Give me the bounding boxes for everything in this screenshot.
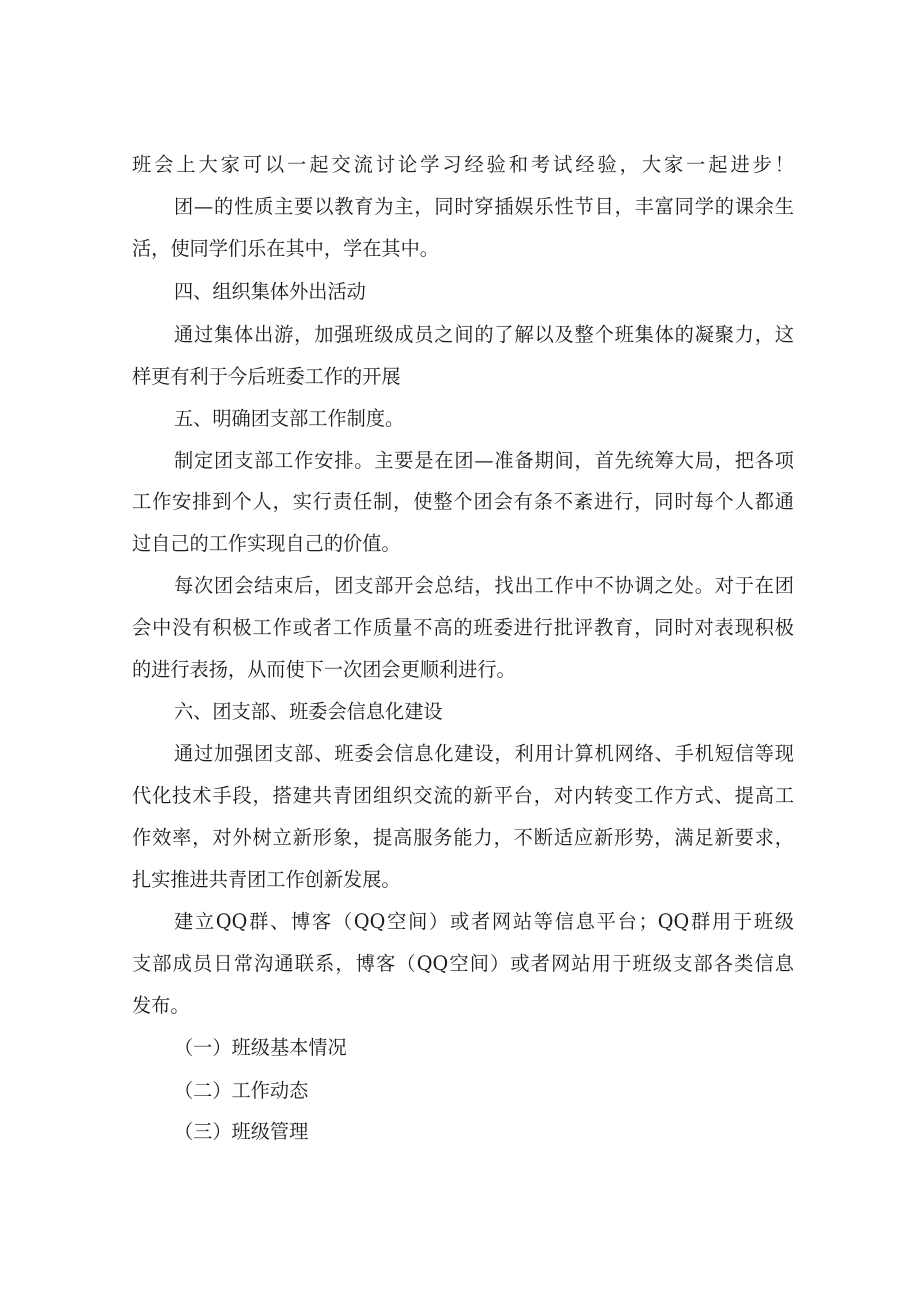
list-item-3: （三）班级管理 xyxy=(174,1120,309,1143)
text-line-13: 的进行表扬，从而使下一次团会更顺利进行。 xyxy=(132,658,516,681)
list-item-1: （一）班级基本情况 xyxy=(174,1036,347,1059)
list-item-2: （二）工作动态 xyxy=(174,1079,309,1102)
text-line-9: 工作安排到个人，实行责任制，使整个团会有条不紊进行，同时每个人都通 xyxy=(132,490,794,513)
section-heading-4: 四、组织集体外出活动 xyxy=(174,280,366,303)
text-line-16: 代化技术手段，搭建共青团组织交流的新平台，对内转变工作方式、提高工 xyxy=(132,784,794,807)
text-line-2: 团—的性质主要以教育为主，同时穿插娱乐性节目，丰富同学的课余生 xyxy=(174,195,794,218)
section-heading-5: 五、明确团支部工作制度。 xyxy=(174,407,405,430)
text-line-21: 发布。 xyxy=(132,994,190,1017)
text-line-3: 活，使同学们乐在其中，学在其中。 xyxy=(132,237,439,260)
text-line-5: 通过集体出游，加强班级成员之间的了解以及整个班集体的凝聚力，这 xyxy=(174,323,794,346)
text-line-10: 过自己的工作实现自己的价值。 xyxy=(132,532,401,555)
text-line-12: 会中没有积极工作或者工作质量不高的班委进行批评教育，同时对表现积极 xyxy=(132,616,794,639)
text-line-19: 建立QQ群、博客（QQ空间）或者网站等信息平台；QQ群用于班级 xyxy=(174,910,794,933)
text-line-18: 扎实推进共青团工作创新发展。 xyxy=(132,868,401,891)
text-line-11: 每次团会结束后，团支部开会总结，找出工作中不协调之处。对于在团 xyxy=(174,574,794,597)
text-line-20: 支部成员日常沟通联系，博客（QQ空间）或者网站用于班级支部各类信息 xyxy=(132,952,794,975)
section-heading-6: 六、团支部、班委会信息化建设 xyxy=(174,700,443,723)
text-line-8: 制定团支部工作安排。主要是在团—准备期间，首先统筹大局，把各项 xyxy=(174,449,794,472)
text-line-6: 样更有利于今后班委工作的开展 xyxy=(132,365,401,388)
text-line-17: 作效率，对外树立新形象，提高服务能力，不断适应新形势，满足新要求， xyxy=(132,826,794,849)
text-line-15: 通过加强团支部、班委会信息化建设，利用计算机网络、手机短信等现 xyxy=(174,742,794,765)
text-line-1: 班会上大家可以一起交流讨论学习经验和考试经验，大家一起进步！ xyxy=(132,153,794,176)
